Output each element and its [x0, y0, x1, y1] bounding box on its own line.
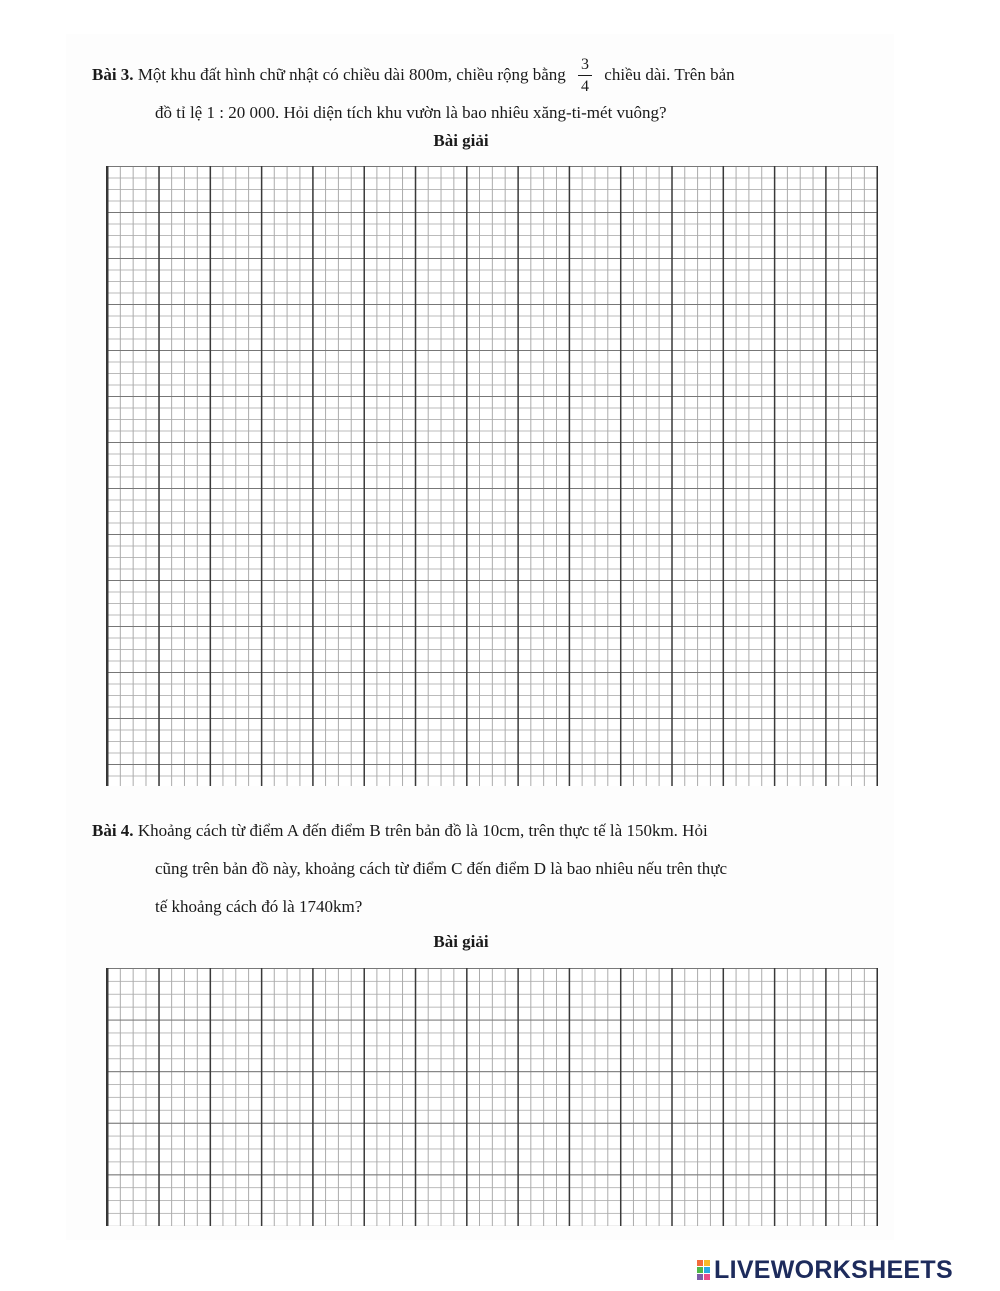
problem-3-solution-heading: Bài giải	[433, 131, 489, 150]
problem-4-line-2: cũng trên bản đồ này, khoảng cách từ điểm C đến điểm D là bao nhiêu nếu trên thực	[155, 859, 728, 878]
fraction-three-quarters	[578, 56, 592, 96]
problem-3-answer-grid[interactable]	[106, 166, 878, 786]
problem-3-text-before-fraction: Một khu đất hình chữ nhật có chiều dài 800m, chiều rộng bằng	[137, 64, 566, 84]
problem-3-label: Bài 3.	[92, 64, 134, 84]
liveworksheets-logo-text: LIVEWORKSHEETS	[714, 1255, 953, 1284]
problem-3-line-1	[92, 56, 735, 96]
problem-4-text-line-1: Khoảng cách từ điểm A đến điểm B trên bản đồ là 10cm, trên thực tế là 150km. Hỏi	[137, 821, 708, 840]
fraction-numerator: 3	[578, 56, 592, 76]
liveworksheets-logo[interactable]	[697, 1256, 953, 1284]
problem-4-label: Bài 4.	[92, 821, 134, 840]
problem-4-line-1	[92, 820, 708, 842]
problem-4-solution-heading: Bài giải	[433, 932, 489, 951]
fraction-denominator: 4	[581, 78, 590, 95]
liveworksheets-logo-icon	[697, 1260, 710, 1280]
problem-4-line-3: tế khoảng cách đó là 1740km?	[155, 897, 363, 916]
problem-3-line-2: đồ tỉ lệ 1 : 20 000. Hỏi diện tích khu vườn là bao nhiêu xăng-ti-mét vuông?	[155, 103, 667, 122]
problem-4-answer-grid[interactable]	[106, 968, 878, 1226]
problem-3-text-after-fraction: chiều dài. Trên bản	[604, 64, 735, 84]
